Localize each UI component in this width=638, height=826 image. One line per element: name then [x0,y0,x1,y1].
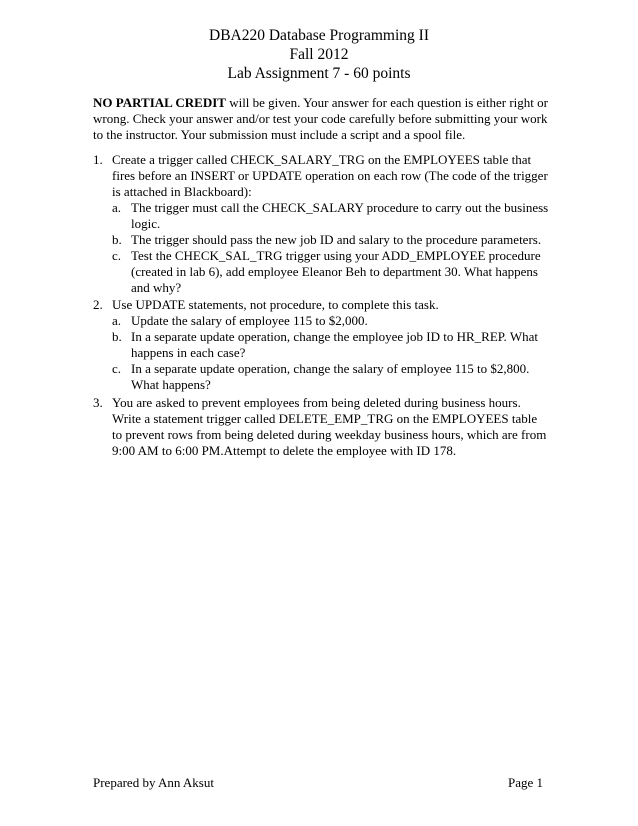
sub-letter: c. [112,248,122,263]
sub-text: The trigger should pass the new job ID and salary to the procedure parameters. [131,232,542,247]
question-number: 1. [93,152,103,167]
sub-question-2c [112,361,549,393]
sub-letter: c. [112,361,122,376]
sub-question-1b [112,232,549,248]
intro-text: will be given. Your answer for each question is either right or wrong. Check your answer and/or test your code carefully before submitting your work to the instructor. Your submission must include a script and a spool file. [93,95,548,142]
sub-question-2a [112,313,549,329]
intro-bold: NO PARTIAL CREDIT [93,95,226,110]
sub-text: Test the CHECK_SAL_TRG trigger using your ADD_EMPLOYEE procedure (created in lab 6), add employee Eleanor Beh to department 30. What happens and why? [131,248,541,295]
document-header [0,26,638,83]
question-number: 3. [93,395,103,410]
question-1 [93,152,549,296]
question-text: Create a trigger called CHECK_SALARY_TRG on the EMPLOYEES table that fires before an INSERT or UPDATE operation on each row (The code of the trigger is attached in Blackboard): [112,152,548,199]
assignment-title: Lab Assignment 7 - 60 points [227,65,411,82]
sub-text: In a separate update operation, change the employee job ID to HR_REP. What happens in each case? [131,329,538,360]
sub-text: In a separate update operation, change the salary of employee 115 to $2,800. What happens? [131,361,530,392]
sub-text: The trigger must call the CHECK_SALARY procedure to carry out the business logic. [131,200,549,231]
sub-question-1c [112,248,549,296]
question-text: You are asked to prevent employees from being deleted during business hours. Write a statement trigger called DELETE_EMP_TRG on the EMPLOYEES table to prevent rows from being deleted during weekday business hours, which are from 9:00 AM to 6:00 PM.Attempt to delete the employee with ID 178. [112,395,547,458]
sub-letter: b. [112,232,122,247]
sub-letter: b. [112,329,122,344]
sub-letter: a. [112,200,122,215]
question-number: 2. [93,297,103,312]
course-title: DBA220 Database Programming II [209,27,429,44]
term: Fall 2012 [289,46,349,63]
footer-author: Prepared by Ann Aksut [93,775,214,790]
sub-question-1a [112,200,549,232]
sub-question-2b [112,329,549,361]
question-3 [93,395,549,459]
question-text: Use UPDATE statements, not procedure, to complete this task. [112,297,439,312]
sub-letter: a. [112,313,122,328]
intro-paragraph [93,95,549,143]
question-2 [93,297,549,393]
sub-text: Update the salary of employee 115 to $2,000. [131,313,368,328]
footer-page-number: Page 1 [507,775,543,790]
